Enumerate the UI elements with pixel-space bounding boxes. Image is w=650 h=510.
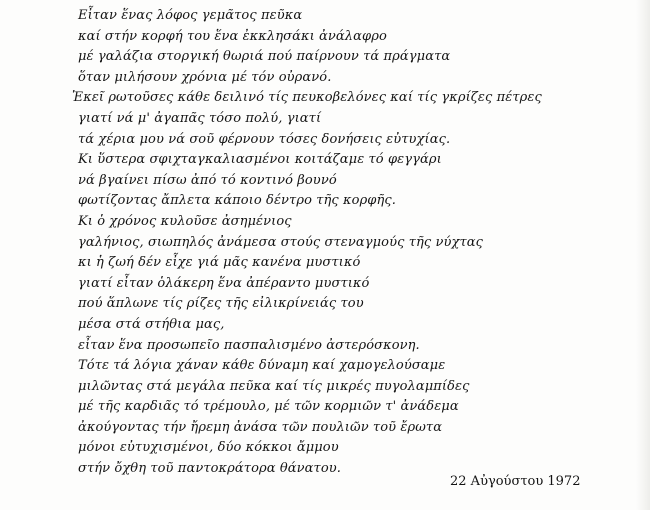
poem-line: Κι ὕστερα σφιχταγκαλιασμένοι κοιτάζαμε τό φεγγάρι xyxy=(78,152,442,168)
poem-line: μόνοι εὐτυχισμένοι, δύο κόκκοι ἄμμου xyxy=(78,440,339,456)
poem-line: μέ γαλάζια στοργική θωριά πού παίρνουν τά πράγματα xyxy=(78,49,451,65)
poem-line: γιατί νά μ' ἀγαπᾶς τόσο πολύ, γιατί xyxy=(78,110,322,126)
poem-line: μέ τῆς καρδιᾶς τό τρέμουλο, μέ τῶν κορμιῶν τ' ἀνάδεμα xyxy=(78,399,459,415)
poem-line: ὅταν μιλήσουν χρόνια μέ τόν οὐρανό. xyxy=(78,69,332,85)
poem-line: πού ἅπλωνε τίς ρίζες τῆς εἰλικρίνειάς του xyxy=(78,296,364,312)
poem-line: εἶταν ἕνα προσωπεῖο πασπαλισμένο ἀστερόσκονη. xyxy=(78,337,420,353)
poem-line: μιλῶντας στά μεγάλα πεῦκα καί τίς μικρές πυγολαμπίδες xyxy=(78,378,470,394)
poem-line: καί στήν κορφή του ἕνα ἐκκλησάκι ἀνάλαφρο xyxy=(78,28,387,44)
poem-line: νά βγαίνει πίσω ἀπό τό κοντινό βουνό xyxy=(78,172,337,188)
poem-line: μέσα στά στήθια μας, xyxy=(78,316,225,332)
poem-body xyxy=(72,6,638,480)
page-edge-shadow xyxy=(636,0,650,510)
poem-line: ἀκούγοντας τήν ἤρεμη ἀνάσα τῶν πουλιῶν τοῦ ἔρωτα xyxy=(78,419,443,435)
poem-line: κι ἡ ζωή δέν εἶχε γιά μᾶς κανένα μυστικό xyxy=(78,255,361,271)
poem-line: γαλήνιος, σιωπηλός ἀνάμεσα στούς στεναγμούς τῆς νύχτας xyxy=(78,234,484,250)
poem-line: γιατί εἶταν ὁλάκερη ἕνα ἀπέραντο μυστικό xyxy=(78,275,370,291)
poem-date: 22 Αὐγούστου 1972 xyxy=(450,474,581,489)
poem-line: Κι ὁ χρόνος κυλοῦσε ἀσημένιος xyxy=(78,213,292,229)
poem-line: Τότε τά λόγια χάναν κάθε δύναμη καί χαμογελούσαμε xyxy=(78,358,446,374)
poem-line: Ἐκεῖ ρωτοῦσες κάθε δειλινό τίς πευκοβελόνες καί τίς γκρίζες πέτρες xyxy=(72,90,542,106)
poem-line: στήν ὄχθη τοῦ παντοκράτορα θάνατου. xyxy=(78,461,341,477)
poem-line: φωτίζοντας ἄπλετα κάποιο δέντρο τῆς κορφῆς. xyxy=(78,193,397,209)
poem-line: τά χέρια μου νά σοῦ φέρνουν τόσες δονήσεις εὐτυχίας. xyxy=(78,131,451,147)
poem-line: Εἶταν ἕνας λόφος γεμᾶτος πεῦκα xyxy=(78,8,303,23)
